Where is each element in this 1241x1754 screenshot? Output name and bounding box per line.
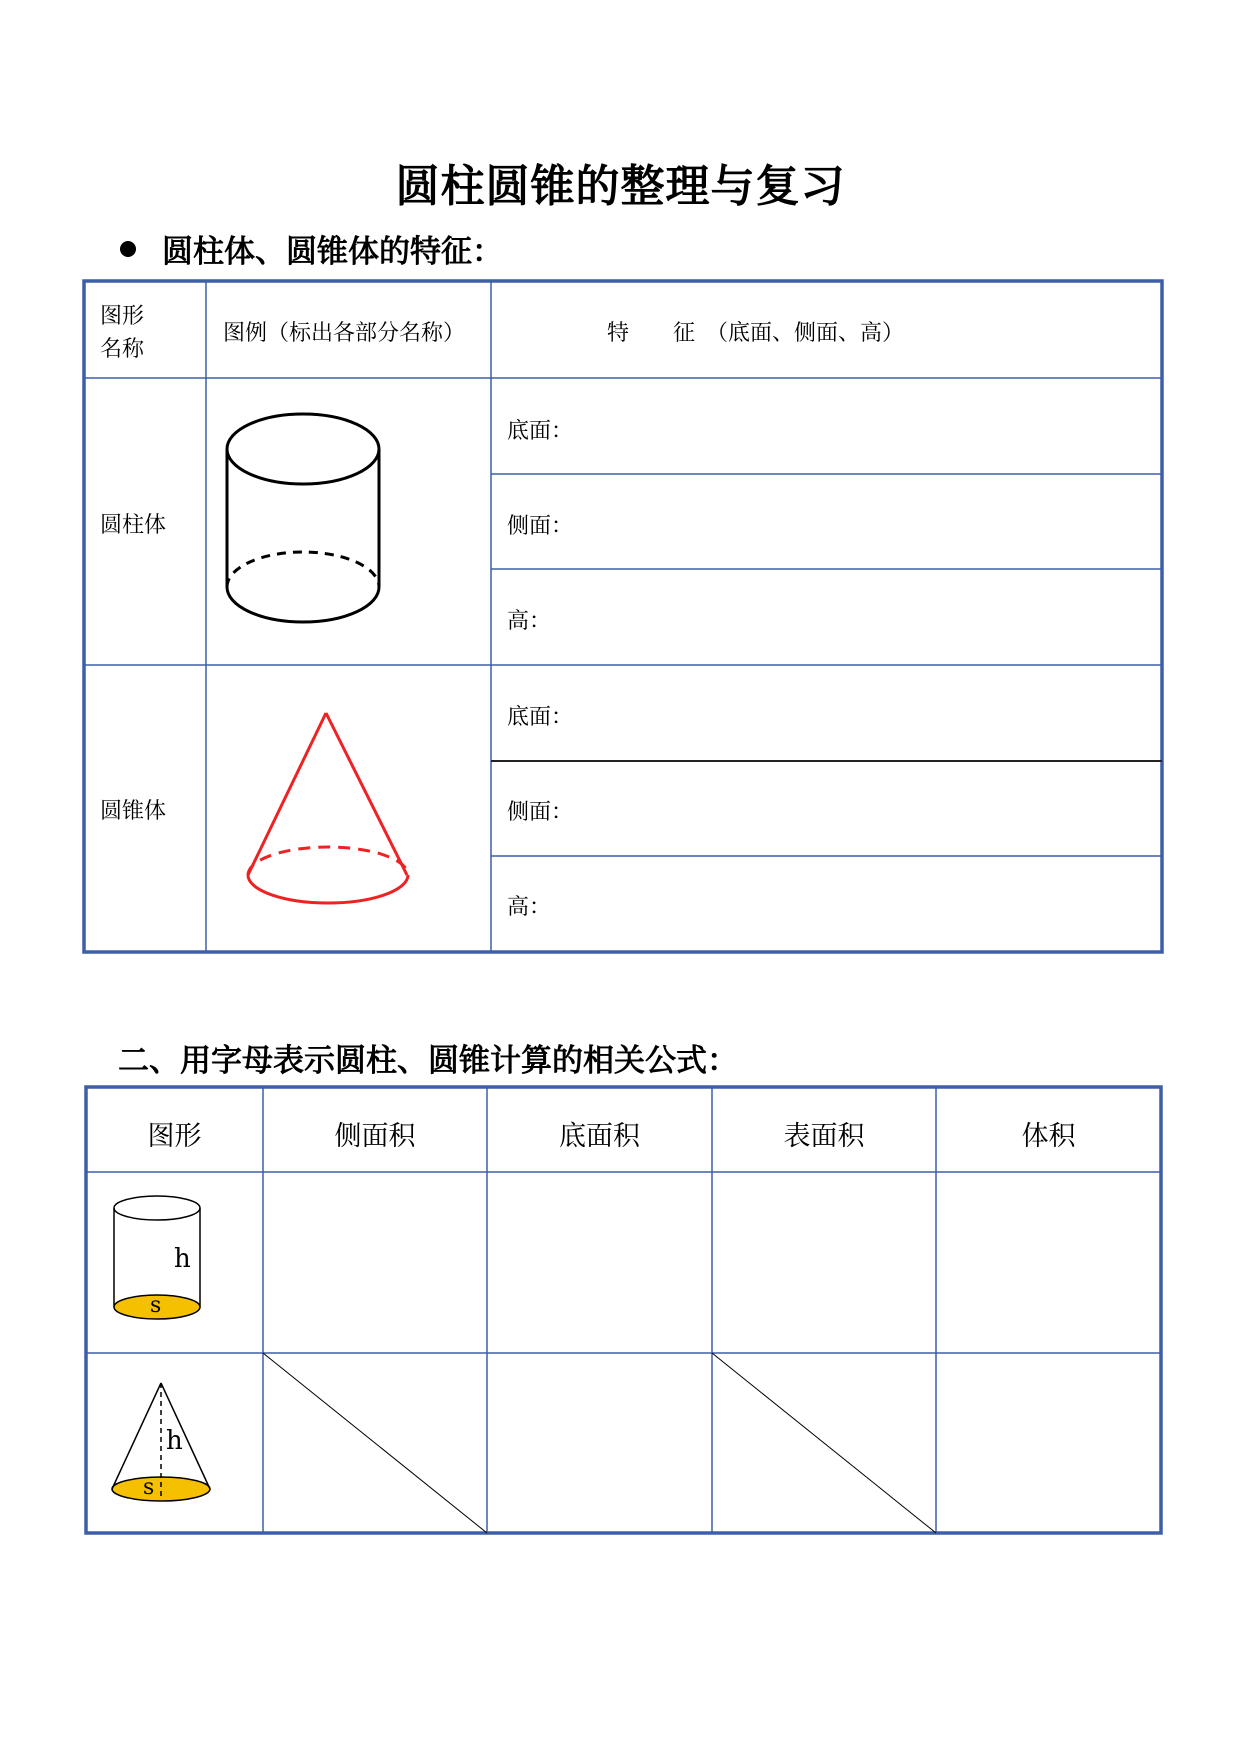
cone-feature-height: 高： (507, 895, 552, 920)
header-base-area: 底面积 (559, 1121, 640, 1152)
cylinder-feature-base: 底面： (507, 419, 574, 444)
header-name-line2: 名称 (100, 337, 145, 362)
header-volume: 体积 (1021, 1121, 1076, 1152)
header-figure: 图例（标出各部分名称） (223, 321, 466, 346)
header-feature: 特 征 （底面、侧面、高） (607, 321, 905, 346)
page-title: 圆柱圆锥的整理与复习 (395, 161, 846, 212)
row-name-cone: 圆锥体 (100, 799, 167, 824)
section2-heading: 二、用字母表示圆柱、圆锥计算的相关公式： (118, 1043, 738, 1079)
header-name-line1: 图形 (100, 304, 145, 329)
header-lateral-area: 侧面积 (334, 1121, 416, 1152)
cone-base-label: s (143, 1475, 155, 1500)
cone-height-label: h (166, 1426, 183, 1456)
cylinder-feature-height: 高： (507, 609, 552, 634)
header-shape: 图形 (147, 1121, 202, 1152)
section1-heading-text: 圆柱体、圆锥体的特征： (162, 234, 503, 270)
cylinder-height-label: h (174, 1244, 191, 1274)
cone-feature-base: 底面： (507, 705, 574, 730)
cylinder-base-label: s (150, 1293, 162, 1318)
cylinder-feature-side: 侧面： (507, 514, 574, 539)
row-name-cylinder: 圆柱体 (100, 513, 167, 538)
cone-feature-side: 侧面： (507, 800, 574, 825)
header-surface-area: 表面积 (783, 1121, 865, 1152)
